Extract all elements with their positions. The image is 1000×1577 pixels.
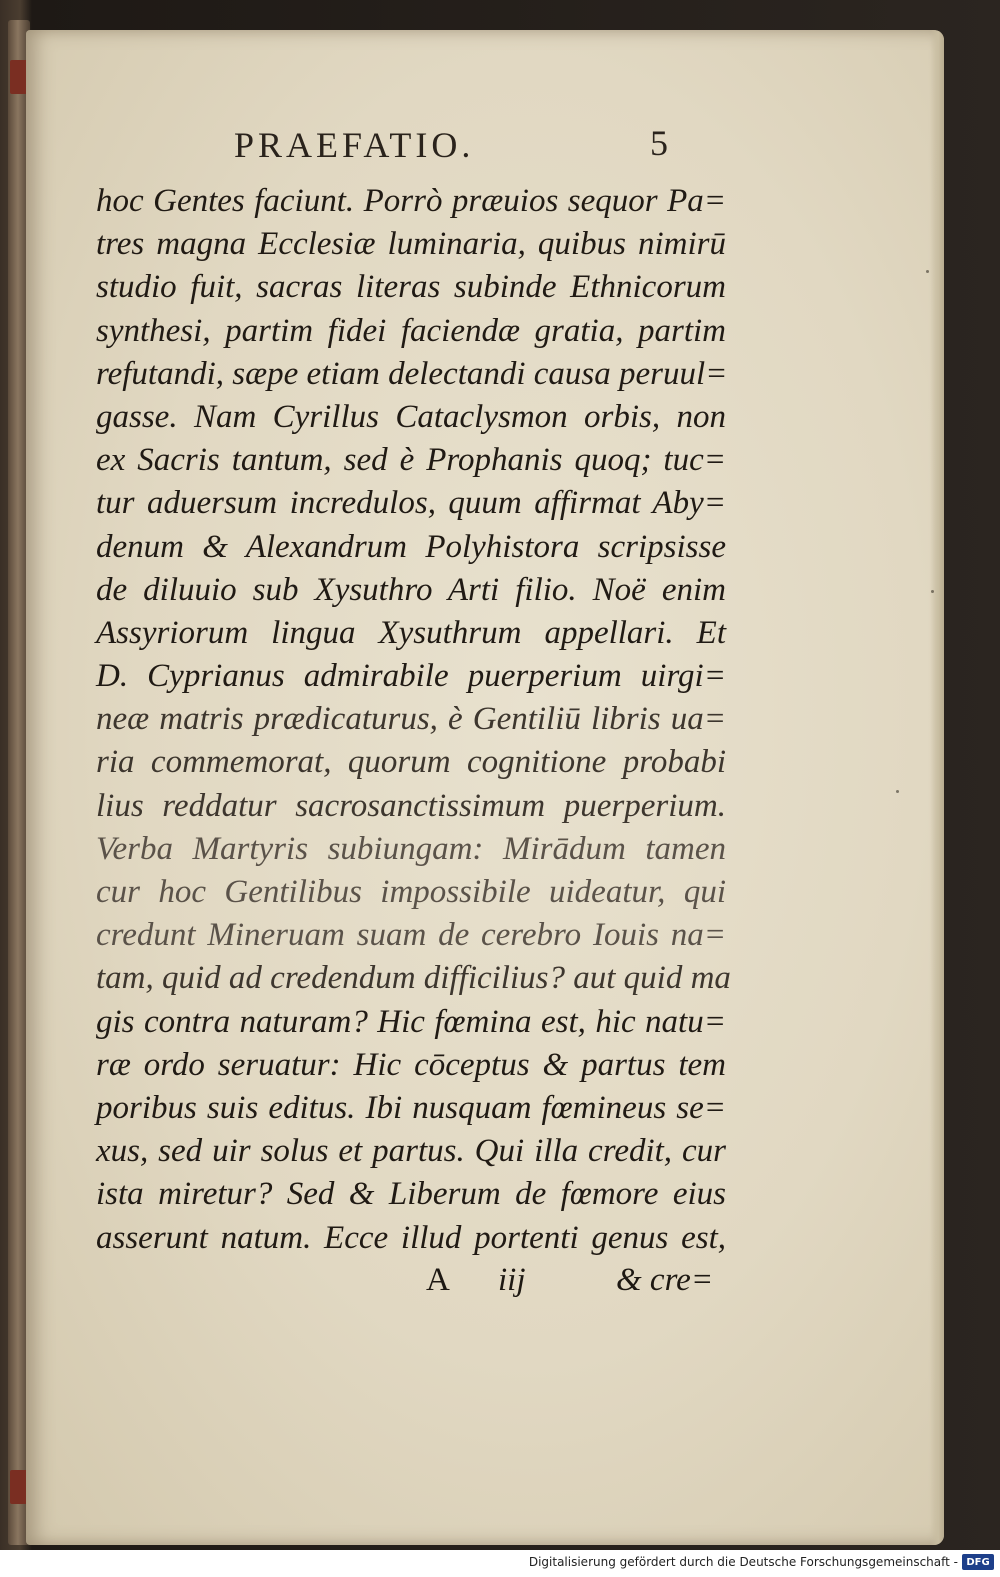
text-line: D. Cyprianus admirabile puerperium uirgi= — [96, 658, 726, 695]
text-line: gis contra naturam? Hic fœmina est, hic natu= — [96, 1003, 726, 1040]
text-line: gasse. Nam Cyrillus Cataclysmon orbis, non — [96, 398, 726, 435]
text-line: ex Sacris tantum, sed è Prophanis quoq; tuc= — [96, 442, 726, 479]
paper-speck — [896, 790, 899, 793]
page-number: 5 — [650, 123, 668, 163]
running-head: PRAEFATIO. — [234, 125, 475, 165]
text-line: refutandi, sæpe etiam delectandi causa peruul= — [96, 355, 728, 392]
dfg-logo: DFG — [962, 1554, 994, 1570]
text-line: de diluuio sub Xysuthro Arti filio. Noë enim — [96, 571, 726, 608]
text-line: neæ matris prædicaturus, è Gentiliū libris ua= — [96, 701, 726, 738]
signature-number: iij — [498, 1262, 526, 1298]
text-line: asserunt natum. Ecce illud portenti genus est, — [96, 1219, 726, 1256]
text-line: ista miretur? Sed & Liberum de fœmore eius — [96, 1176, 726, 1213]
text-line: lius reddatur sacrosanctissimum puerperium. — [96, 787, 726, 824]
text-line: xus, sed uir solus et partus. Qui illa credit, cur — [96, 1133, 726, 1170]
page-header — [210, 100, 710, 165]
book-page — [26, 30, 944, 1545]
text-line: poribus suis editus. Ibi nusquam fœmineus se= — [96, 1089, 726, 1126]
digitization-footer — [0, 1550, 1000, 1577]
text-line: credunt Mineruam suam de cerebro Iouis na= — [96, 917, 726, 954]
catchword: & cre= — [616, 1262, 714, 1298]
catchline — [426, 1262, 726, 1306]
text-line: studio fuit, sacras literas subinde Ethnicorum — [96, 269, 726, 306]
text-line: Verba Martyris subiungam: Mirādum tamen — [96, 830, 726, 867]
body-text — [96, 180, 731, 1260]
text-line: ria commemorat, quorum cognitione probabi — [96, 744, 726, 781]
text-line: denum & Alexandrum Polyhistora scripsisse — [96, 528, 726, 565]
text-line: tur aduersum incredulos, quum affirmat Aby= — [96, 485, 726, 522]
signature-mark: A — [426, 1262, 450, 1298]
text-line: tres magna Ecclesiæ luminaria, quibus nimirū — [96, 226, 726, 263]
paper-speck — [926, 270, 929, 273]
text-line: tam, quid ad credendum difficilius? aut quid ma — [96, 960, 731, 997]
text-line: cur hoc Gentilibus impossibile uideatur, qui — [96, 874, 726, 910]
text-line: synthesi, partim fidei faciendæ gratia, partim — [96, 312, 726, 349]
text-line: ræ ordo seruatur: Hic cōceptus & partus tem — [96, 1046, 726, 1083]
page-edge — [930, 30, 944, 1545]
text-line: Assyriorum lingua Xysuthrum appellari. Et — [96, 614, 726, 651]
text-line: hoc Gentes faciunt. Porrò præuios sequor Pa= — [96, 183, 726, 219]
paper-speck — [931, 590, 934, 593]
funding-credit: Digitalisierung gefördert durch die Deutsche Forschungsgemeinschaft - — [528, 1555, 958, 1569]
